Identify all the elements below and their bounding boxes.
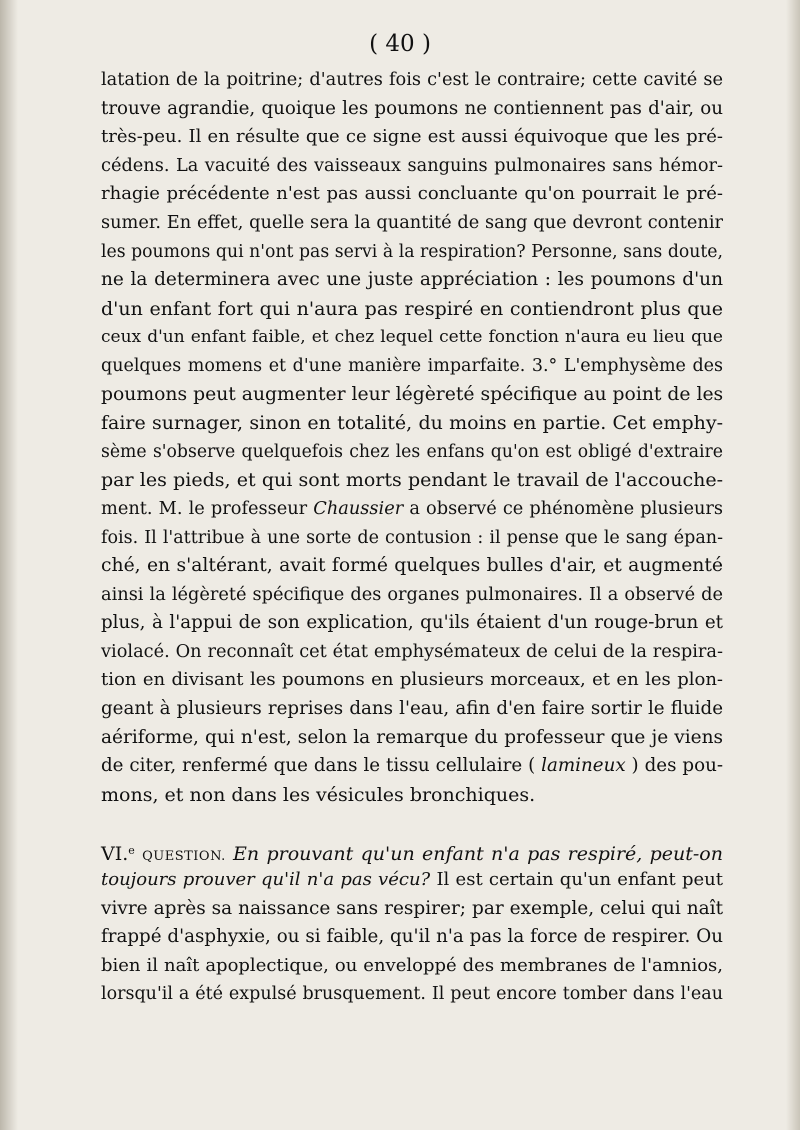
text-line: ché, en s'altérant, avait formé quelques bulles d'air, et augmenté	[101, 555, 723, 577]
text-line: sumer. En effet, quelle sera la quantité de sang que devront contenir	[101, 212, 723, 233]
question-number: VI.	[101, 843, 129, 866]
text-line: ne la determinera avec une juste appréciation : les poumons d'un	[101, 269, 723, 291]
text-line: latation de la poitrine; d'autres fois c'est le contraire; cette cavité se	[101, 70, 723, 90]
text-line: très-peu. Il en résulte que ce signe est aussi équivoque que les pré-	[101, 126, 723, 148]
paragraph-gap	[101, 809, 723, 837]
question-label: QUESTION.	[142, 849, 226, 865]
text-line: cédens. La vacuité des vaisseaux sanguins pulmonaires sans hémor-	[101, 155, 723, 176]
text-segment: Il est certain qu'un enfant peut	[430, 869, 724, 891]
text-line: sème s'observe quelquefois chez les enfans qu'on est obligé d'extraire	[101, 441, 723, 462]
text-line: les poumons qui n'ont pas servi à la respiration? Personne, sans doute,	[101, 241, 723, 262]
text-line: vivre après sa naissance sans respirer; par exemple, celui qui naît	[101, 897, 723, 919]
question-title: En prouvant qu'un enfant n'a pas respiré, peut-on	[233, 843, 723, 866]
text-line: faire surnager, sinon en totalité, du moins en partie. Cet emphy-	[101, 412, 723, 435]
text-line	[101, 495, 723, 524]
text-segment: de citer, renfermé que dans le tissu cellulaire (	[101, 755, 542, 777]
text-line: tion en divisant les poumons en plusieurs morceaux, et en les plon-	[101, 669, 723, 691]
text-line: mons, et non dans les vésicules bronchiques.	[101, 783, 536, 806]
text-line: lorsqu'il a été expulsé brusquement. Il peut encore tomber dans l'eau	[101, 984, 723, 1005]
text-line: plus, à l'appui de son explication, qu'ils étaient d'un rouge-brun et	[101, 612, 723, 634]
page-number: ( 40 )	[369, 31, 431, 57]
page-shadow-left	[0, 0, 18, 1130]
text-line: quelques momens et d'une manière imparfaite. 3.° L'emphysème des	[101, 355, 723, 376]
page-shadow-right	[786, 0, 800, 1130]
body-text	[101, 66, 723, 1009]
text-line: ceux d'un enfant faible, et chez lequel cette fonction n'aura eu lieu que	[101, 327, 723, 348]
text-segment: a observé ce phénomène plusieurs	[403, 498, 723, 519]
question-number-sup: e	[128, 844, 135, 858]
text-line: geant à plusieurs reprises dans l'eau, afin d'en faire sortir le fluide	[101, 698, 723, 720]
text-line: fois. Il l'attribue à une sorte de contusion : il pense que le sang épan-	[101, 527, 723, 548]
question-title-cont: toujours prouver qu'il n'a pas vécu?	[101, 869, 431, 891]
text-line: ainsi la légèreté spécifique des organes pulmonaires. Il a observé de	[101, 584, 723, 605]
text-line	[101, 866, 723, 895]
text-line: aériforme, qui n'est, selon la remarque du professeur que je viens	[101, 726, 723, 748]
text-line: par les pieds, et qui sont morts pendant le travail de l'accouche-	[101, 469, 723, 492]
author-name: Chaussier	[313, 498, 404, 519]
text-line: bien il naît apoplectique, ou enveloppé des membranes de l'amnios,	[101, 954, 723, 976]
text-line	[101, 752, 723, 781]
text-line: frappé d'asphyxie, ou si faible, qu'il n'a pas la force de respirer. Ou	[101, 926, 723, 948]
question-heading-line	[101, 837, 723, 866]
text-line: poumons peut augmenter leur légèreté spécifique au point de les	[101, 383, 724, 405]
text-line: trouve agrandie, quoique les poumons ne contiennent pas d'air, ou	[101, 97, 723, 119]
text-segment: ment. M. le professeur	[101, 498, 314, 519]
text-line: d'un enfant fort qui n'aura pas respiré en contiendront plus que	[101, 297, 723, 320]
italic-term: lamineux	[541, 755, 626, 777]
text-segment: ) des pou-	[625, 755, 723, 777]
text-line: rhagie précédente n'est pas aussi concluante qu'on pourrait le pré-	[101, 183, 723, 205]
text-line: violacé. On reconnaît cet état emphysémateux de celui de la respira-	[101, 641, 723, 662]
